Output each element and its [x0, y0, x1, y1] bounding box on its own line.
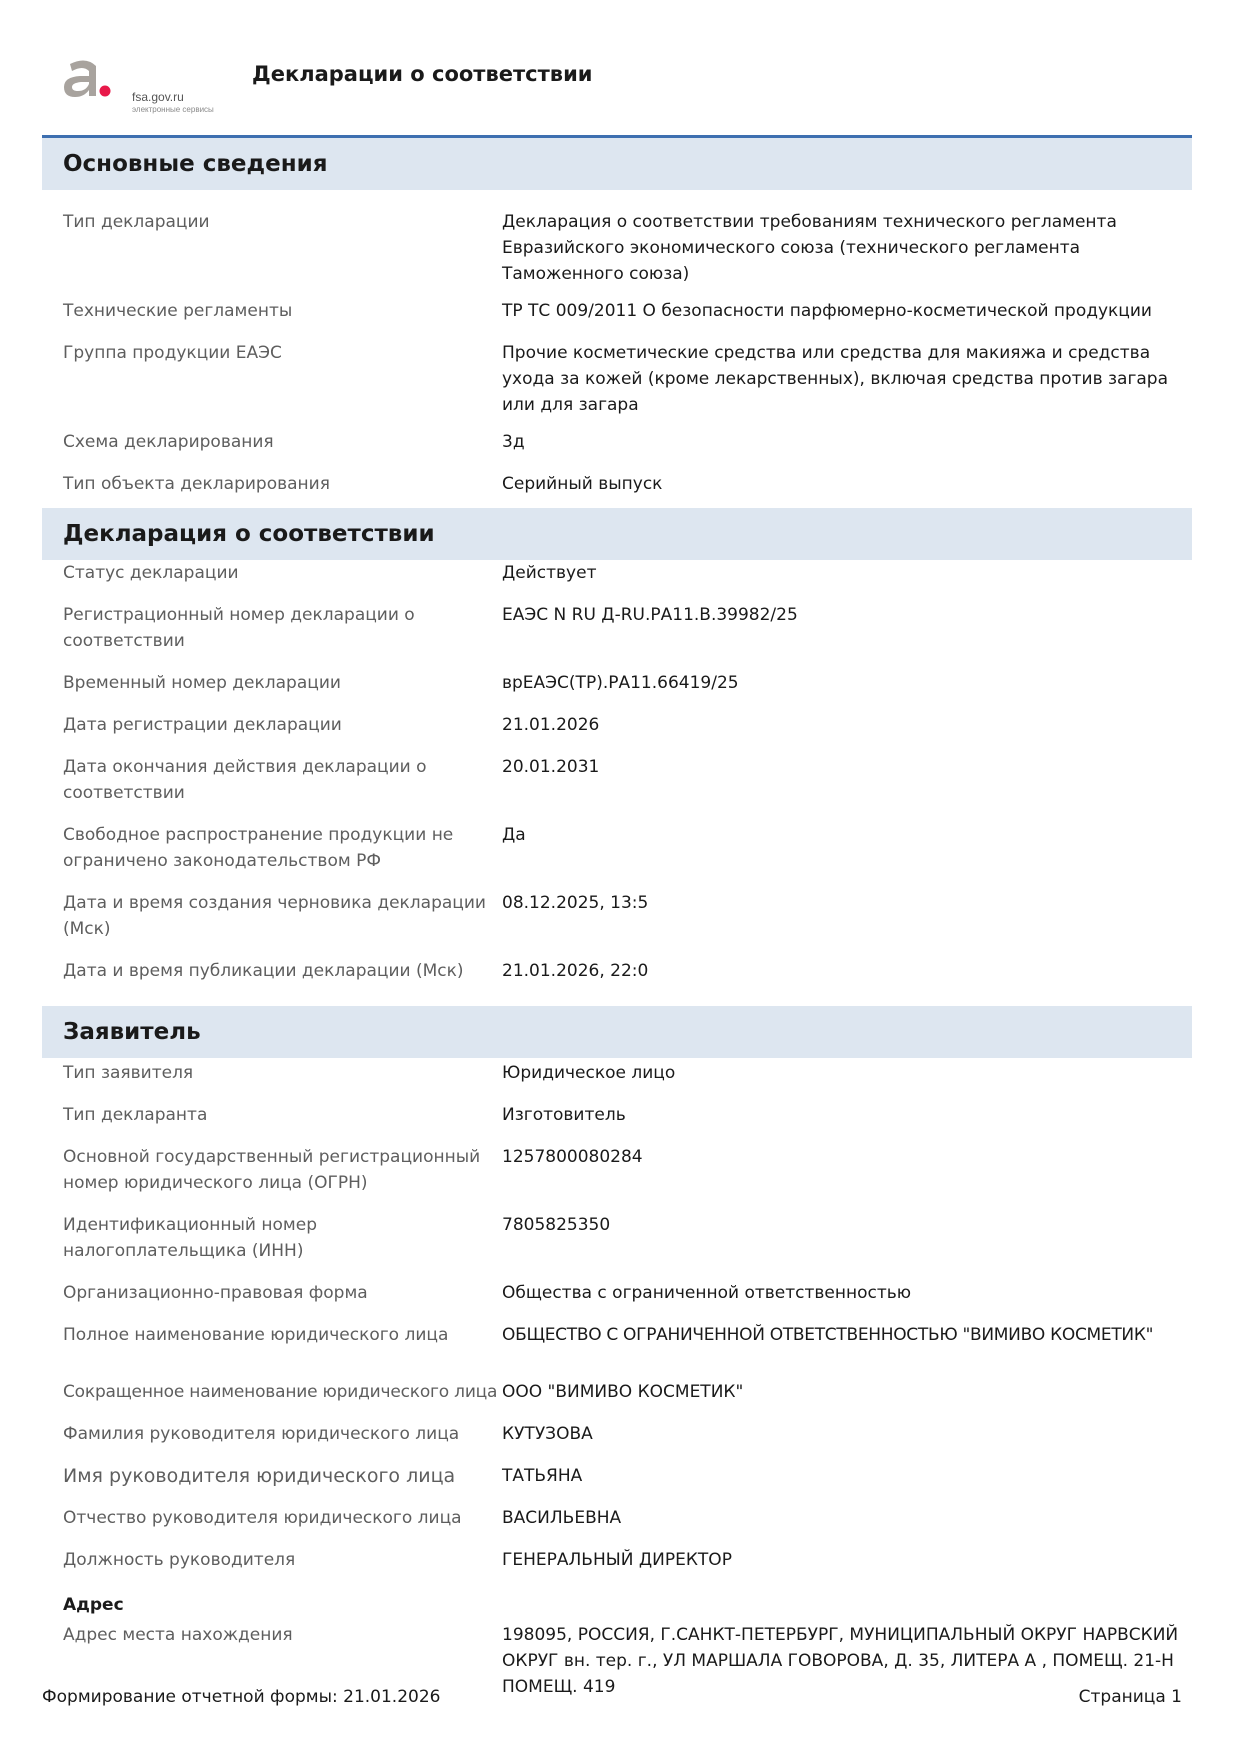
field-label: Регистрационный номер декларации о соответствии: [63, 605, 415, 651]
field-row: [42, 885, 1192, 953]
field-label: Тип декларанта: [63, 1105, 208, 1125]
field-label: Основной государственный регистрационный номер юридического лица (ОГРН): [63, 1147, 481, 1193]
field-value: Прочие косметические средства или средства для макияжа и средства ухода за кожей (кроме лекарственных), включая средства против загара или для загара: [502, 343, 1169, 415]
field-label: Дата окончания действия декларации о соответствии: [63, 757, 427, 803]
field-value: Декларация о соответствии требованиям технического регламента Евразийского экономического союза (технического регламента Таможенного союза): [502, 212, 1117, 284]
field-label: Статус декларации: [63, 563, 239, 583]
field-label: Фамилия руководителя юридического лица: [63, 1424, 460, 1444]
field-row: [42, 340, 1192, 429]
logo-subtitle: электронные сервисы: [132, 105, 214, 114]
field-row: [42, 817, 1192, 885]
field-value: ВАСИЛЬЕВНА: [502, 1508, 622, 1528]
field-value: Изготовитель: [502, 1105, 626, 1125]
page-title: Декларации о соответствии: [252, 62, 593, 86]
field-label: Имя руководителя юридического лица: [63, 1465, 456, 1487]
field-row: [42, 1500, 1192, 1542]
field-label: Тип объекта декларирования: [63, 474, 330, 494]
field-label: Тип заявителя: [63, 1063, 194, 1083]
field-label: Отчество руководителя юридического лица: [63, 1508, 462, 1528]
field-row: [42, 707, 1192, 749]
field-row: [42, 466, 1192, 508]
field-value: ТР ТС 009/2011 О безопасности парфюмерно-косметической продукции: [502, 301, 1152, 321]
field-row: [42, 1139, 1192, 1207]
field-value: КУТУЗОВА: [502, 1424, 593, 1444]
field-label: Дата и время публикации декларации (Мск): [63, 961, 464, 981]
field-row: [42, 749, 1192, 817]
field-value: ГЕНЕРАЛЬНЫЙ ДИРЕКТОР: [502, 1550, 732, 1570]
field-row: [42, 1374, 1192, 1416]
field-label: Идентификационный номер налогоплательщика (ИНН): [63, 1215, 317, 1261]
section-basic-info: [42, 138, 1192, 508]
field-value: 1257800080284: [502, 1147, 643, 1167]
field-value: 21.01.2026, 22:0: [502, 961, 649, 981]
field-row: [42, 1542, 1192, 1584]
field-label: Адрес места нахождения: [63, 1625, 293, 1645]
fsa-logo[interactable]: [60, 56, 214, 116]
field-row: [42, 1097, 1192, 1139]
field-value: Действует: [502, 563, 597, 583]
field-label: Схема декларирования: [63, 432, 274, 452]
field-row: [42, 1317, 1192, 1374]
field-row: [42, 665, 1192, 707]
field-row: [42, 1058, 1192, 1097]
field-row: [42, 953, 1192, 1006]
field-label: Группа продукции ЕАЭС: [63, 343, 282, 363]
field-row: [42, 1416, 1192, 1458]
field-row: [42, 1458, 1192, 1500]
field-value: 7805825350: [502, 1215, 611, 1235]
field-row: [42, 560, 1192, 597]
field-label: Должность руководителя: [63, 1550, 296, 1570]
field-label: Временный номер декларации: [63, 673, 341, 693]
field-value: ТАТЬЯНА: [502, 1466, 583, 1486]
section-title: Основные сведения: [42, 138, 1192, 190]
field-value: ООО "ВИМИВО КОСМЕТИК": [502, 1382, 744, 1402]
field-value: 3д: [502, 432, 525, 452]
field-row: [42, 298, 1192, 340]
field-label: Организационно-правовая форма: [63, 1283, 368, 1303]
field-value: Общества с ограниченной ответственностью: [502, 1283, 912, 1303]
field-value: Да: [502, 825, 526, 845]
field-label: Технические регламенты: [63, 301, 293, 321]
field-value: 21.01.2026: [502, 715, 600, 735]
field-value: ЕАЭС N RU Д-RU.РА11.В.39982/25: [502, 605, 798, 625]
report-generation-date: Формирование отчетной формы: 21.01.2026: [42, 1687, 441, 1707]
page-number: Страница 1: [1078, 1687, 1182, 1707]
field-value: врЕАЭС(ТР).РА11.66419/25: [502, 673, 739, 693]
field-label: Свободное распространение продукции не ограничено законодательством РФ: [63, 825, 454, 871]
field-label: Полное наименование юридического лица: [63, 1325, 449, 1345]
section-declaration: [42, 508, 1192, 1006]
address-subheading: Адрес: [63, 1595, 124, 1615]
section-applicant: [42, 1006, 1192, 1711]
field-value: 08.12.2025, 13:5: [502, 893, 649, 913]
field-value: Юридическое лицо: [502, 1063, 676, 1083]
field-label: Дата и время создания черновика декларации (Мск): [63, 893, 486, 939]
page-header: [42, 50, 1192, 130]
field-row: [42, 1275, 1192, 1317]
fsa-logo-mark-icon: [60, 56, 132, 104]
field-value: 20.01.2031: [502, 757, 600, 777]
field-label: Дата регистрации декларации: [63, 715, 342, 735]
field-row: [42, 597, 1192, 665]
field-row: [42, 1207, 1192, 1275]
field-row: [42, 204, 1192, 298]
section-title: Заявитель: [42, 1006, 1192, 1058]
field-value: ОБЩЕСТВО С ОГРАНИЧЕННОЙ ОТВЕТСТВЕННОСТЬЮ "ВИМИВО КОСМЕТИК": [502, 1325, 1154, 1345]
page-footer: [42, 1687, 1182, 1707]
section-title: Декларация о соответствии: [42, 508, 1192, 560]
field-row: [42, 429, 1192, 466]
field-value: 198095, РОССИЯ, Г.САНКТ-ПЕТЕРБУРГ, МУНИЦИПАЛЬНЫЙ ОКРУГ НАРВСКИЙ ОКРУГ вн. тер. г., УЛ МАРШАЛА ГОВОРОВА, Д. 35, ЛИТЕРА А , ПОМЕЩ. 21-Н ПОМЕЩ. 419: [502, 1625, 1179, 1697]
field-value: Серийный выпуск: [502, 474, 663, 494]
field-label: Сокращенное наименование юридического лица: [63, 1382, 498, 1402]
logo-site-text: fsa.gov.ru: [132, 90, 184, 104]
declaration-content: [42, 138, 1192, 1711]
field-label: Тип декларации: [63, 212, 210, 232]
